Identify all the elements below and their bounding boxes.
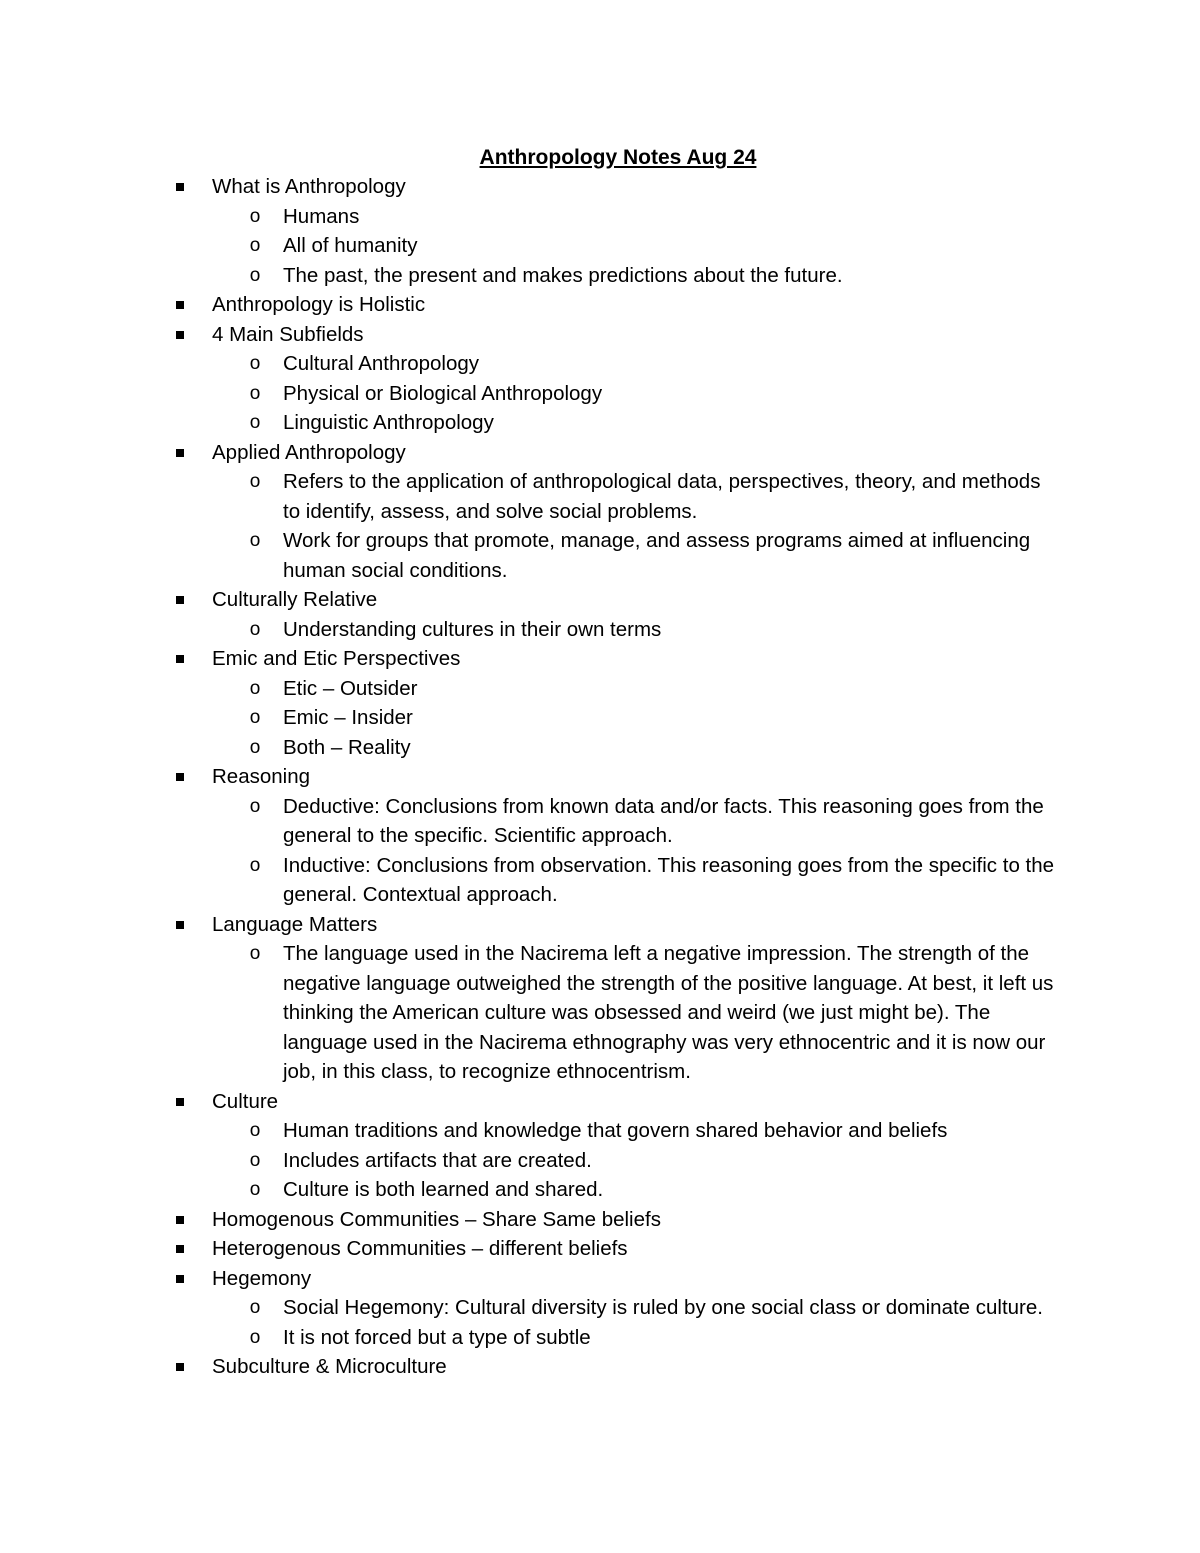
circle-bullet-icon: o: [249, 677, 261, 699]
square-bullet-icon: [176, 183, 184, 191]
sub-item-text: Deductive: Conclusions from known data and/or facts. This reasoning goes from the general to the specific. Scientific approach.: [283, 794, 1044, 847]
sub-item: [0, 467, 1063, 526]
sub-item: [0, 1323, 1063, 1353]
outline-item: [0, 585, 1072, 644]
square-bullet-icon: [176, 449, 184, 457]
outline-item-text: Anthropology is Holistic: [212, 293, 426, 316]
sub-item-text: The language used in the Nacirema left a negative impression. The strength of the negative language outweighed the strength of the positive language. At best, it left us thinking the American culture was obsessed and weird (we just might be). The language used in the Nacirema ethnography was very ethnocentric and it is now our job, in this class, to recognize ethnocentrism.: [283, 942, 1054, 1083]
square-bullet-icon: [176, 1245, 184, 1253]
outline-item: [0, 1087, 1072, 1205]
circle-bullet-icon: o: [249, 707, 261, 728]
outline-item: [0, 438, 1072, 586]
sub-item: [0, 615, 1063, 645]
sub-item: [0, 526, 1063, 585]
sub-list: [212, 1116, 1072, 1205]
sub-list: [212, 615, 1072, 645]
circle-bullet-icon: o: [249, 1179, 261, 1200]
outline-item-text: Homogenous Communities – Share Same beliefs: [212, 1207, 661, 1231]
square-bullet-icon: [176, 1363, 184, 1371]
sub-item: [0, 733, 1063, 763]
sub-item: [0, 202, 1063, 232]
sub-item-text: Cultural Anthropology: [283, 352, 480, 375]
outline-item: [0, 172, 1072, 290]
sub-item: [0, 939, 1063, 1087]
sub-item: [0, 703, 1063, 733]
circle-bullet-icon: o: [249, 412, 261, 433]
page-title: Anthropology Notes Aug 24: [479, 146, 757, 169]
circle-bullet-icon: o: [249, 795, 261, 817]
circle-bullet-icon: o: [249, 205, 261, 227]
sub-item-text: Includes artifacts that are created.: [283, 1148, 592, 1172]
sub-item-text: All of humanity: [283, 234, 418, 257]
sub-item: [0, 851, 1063, 910]
sub-list: [212, 467, 1072, 585]
square-bullet-icon: [176, 1275, 184, 1283]
outline-item-text: 4 Main Subfields: [212, 322, 364, 346]
circle-bullet-icon: o: [249, 943, 261, 964]
sub-item-text: Etic – Outsider: [283, 676, 418, 700]
sub-item-text: It is not forced but a type of subtle: [283, 1325, 591, 1349]
square-bullet-icon: [176, 596, 184, 604]
sub-list: [212, 349, 1072, 438]
sub-item-text: Both – Reality: [283, 735, 411, 759]
sub-item-text: Inductive: Conclusions from observation. This reasoning goes from the specific to the general. Contextual approach.: [283, 853, 1055, 906]
outline-item: [0, 644, 1072, 762]
sub-item: [0, 379, 1063, 409]
square-bullet-icon: [176, 1216, 184, 1224]
outline-item: [0, 1352, 1072, 1382]
sub-list: [212, 1293, 1072, 1352]
circle-bullet-icon: o: [249, 264, 261, 286]
sub-item: [0, 408, 1063, 438]
outline-item-text: Culturally Relative: [212, 588, 378, 611]
sub-item-text: Culture is both learned and shared.: [283, 1178, 604, 1201]
outline-item: [0, 762, 1072, 910]
outline-item: [0, 1264, 1072, 1353]
outline-item-text: Heterogenous Communities – different beliefs: [212, 1237, 628, 1260]
circle-bullet-icon: o: [249, 382, 261, 404]
outline-item-text: Hegemony: [212, 1266, 312, 1290]
sub-list: [212, 939, 1072, 1087]
square-bullet-icon: [176, 331, 184, 339]
square-bullet-icon: [176, 773, 184, 781]
sub-item-text: Refers to the application of anthropological data, perspectives, theory, and methods to identify, assess, and solve social problems.: [283, 470, 1041, 523]
sub-list: [212, 202, 1072, 291]
sub-item: [0, 231, 1063, 261]
outline-item-text: What is Anthropology: [212, 175, 406, 198]
sub-item-text: Physical or Biological Anthropology: [283, 381, 603, 405]
circle-bullet-icon: o: [249, 235, 261, 256]
circle-bullet-icon: o: [249, 530, 261, 551]
sub-item: [0, 1146, 1063, 1176]
outline-item-text: Emic and Etic Perspectives: [212, 647, 461, 670]
sub-item: [0, 261, 1063, 291]
outline-item-text: Culture: [212, 1089, 279, 1113]
outline-item-text: Subculture & Microculture: [212, 1355, 447, 1378]
sub-item: [0, 1116, 1063, 1146]
outline-item-text: Language Matters: [212, 912, 378, 936]
outline-item: [0, 1205, 1072, 1235]
sub-item: [0, 349, 1063, 379]
outline-item: [0, 910, 1072, 1087]
square-bullet-icon: [176, 1098, 184, 1106]
circle-bullet-icon: o: [249, 1326, 261, 1348]
sub-item-text: Emic – Insider: [283, 706, 413, 729]
notes-outline: [0, 172, 1200, 1382]
circle-bullet-icon: o: [249, 1297, 261, 1318]
circle-bullet-icon: o: [249, 854, 261, 876]
sub-item-text: Human traditions and knowledge that govern shared behavior and beliefs: [283, 1119, 948, 1142]
square-bullet-icon: [176, 301, 184, 309]
sub-item-text: Understanding cultures in their own terms: [283, 617, 662, 641]
sub-item: [0, 1293, 1063, 1323]
sub-item-text: Social Hegemony: Cultural diversity is ruled by one social class or dominate culture.: [283, 1296, 1043, 1319]
outline-item-text: Reasoning: [212, 765, 311, 788]
outline-item: [0, 1234, 1072, 1264]
sub-list: [212, 674, 1072, 763]
sub-item-text: Humans: [283, 204, 360, 228]
sub-item: [0, 674, 1063, 704]
sub-item: [0, 1175, 1063, 1205]
outline-item-text: Applied Anthropology: [212, 440, 406, 464]
circle-bullet-icon: o: [249, 736, 261, 758]
outline-item: [0, 290, 1072, 320]
sub-list: [212, 792, 1072, 910]
square-bullet-icon: [176, 655, 184, 663]
outline-item: [0, 320, 1072, 438]
sub-item-text: Work for groups that promote, manage, and assess programs aimed at influencing human social conditions.: [283, 529, 1031, 582]
circle-bullet-icon: o: [249, 1149, 261, 1171]
sub-item: [0, 792, 1063, 851]
circle-bullet-icon: o: [249, 618, 261, 640]
sub-item-text: The past, the present and makes predictions about the future.: [283, 263, 843, 287]
square-bullet-icon: [176, 921, 184, 929]
sub-item-text: Linguistic Anthropology: [283, 411, 494, 434]
circle-bullet-icon: o: [249, 353, 261, 374]
circle-bullet-icon: o: [249, 1120, 261, 1141]
circle-bullet-icon: o: [249, 471, 261, 492]
